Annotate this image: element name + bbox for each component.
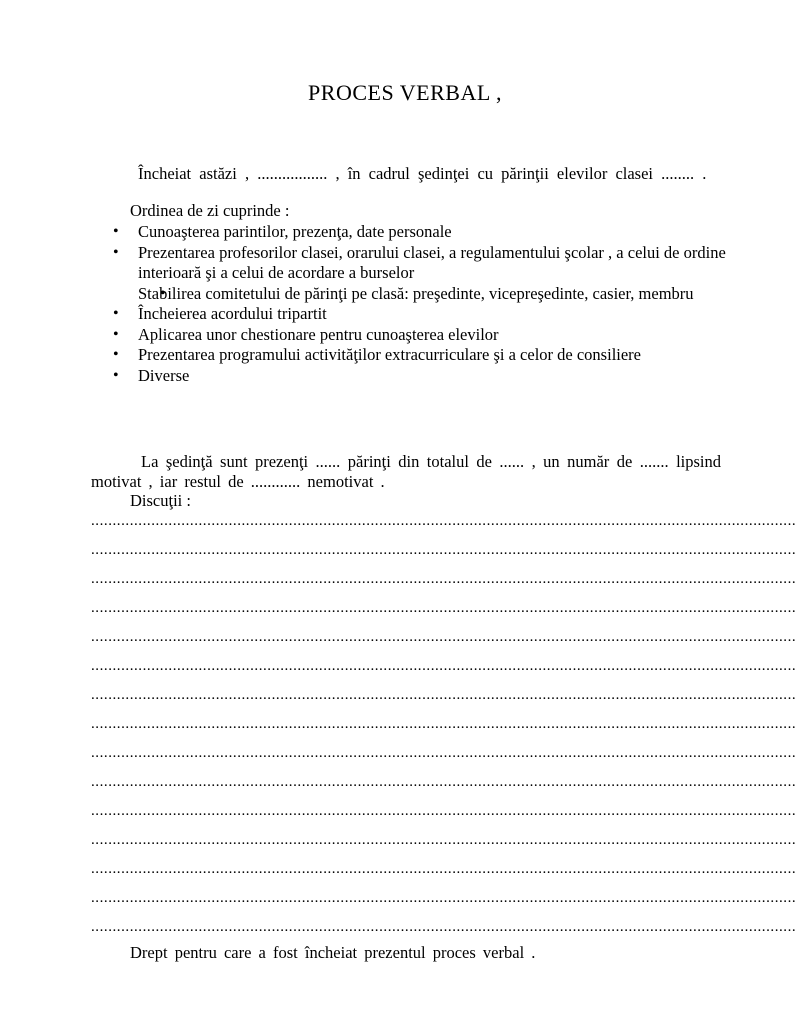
discussions-label: Discuţii : <box>130 491 191 510</box>
dotted-line: .................................................................................................................................................................... <box>91 832 797 848</box>
dotted-line: .................................................................................................................................................................... <box>91 571 797 587</box>
dotted-line: .................................................................................................................................................................... <box>91 890 797 906</box>
agenda-item: • Prezentarea profesorilor clasei, orarului clasei, a regulamentului şcolar , a celui de ordine interioară şi a celui de acordare a burselor <box>91 243 731 284</box>
dotted-line: .................................................................................................................................................................... <box>91 861 797 877</box>
closing-statement: Drept pentru care a fost încheiat prezentul proces verbal . <box>130 943 536 962</box>
dotted-line: .................................................................................................................................................................... <box>91 513 797 529</box>
agenda-item: • Aplicarea unor chestionare pentru cunoaşterea elevilor <box>91 325 731 346</box>
intro-paragraph: Încheiat astăzi , ................. , în cadrul şedinţei cu părinţii elevilor clasei ........ . <box>138 164 707 183</box>
dotted-line: .................................................................................................................................................................... <box>91 687 797 703</box>
document-title: PROCES VERBAL , <box>308 80 502 105</box>
dotted-line: .................................................................................................................................................................... <box>91 919 797 935</box>
dotted-line: .................................................................................................................................................................... <box>91 629 797 645</box>
dotted-line: .................................................................................................................................................................... <box>91 774 797 790</box>
dotted-line: .................................................................................................................................................................... <box>91 600 797 616</box>
attendance-paragraph: La şedinţă sunt prezenţi ...... părinţi din totalul de ...... , un număr de ....... lipsind motivat , iar restul de ............ nemotivat . <box>91 452 721 491</box>
discussion-lines <box>91 508 797 943</box>
agenda-item: • Stabilirea comitetului de părinţi pe clasă: preşedinte, vicepreşedinte, casier, membru <box>91 284 731 305</box>
agenda-item: • Încheierea acordului tripartit <box>91 304 731 325</box>
dotted-line: .................................................................................................................................................................... <box>91 542 797 558</box>
dotted-line: .................................................................................................................................................................... <box>91 716 797 732</box>
agenda-item: • Prezentarea programului activităţilor extracurriculare şi a celor de consiliere <box>91 345 731 366</box>
agenda-heading: Ordinea de zi cuprinde : <box>130 201 290 220</box>
agenda-item: • Diverse <box>91 366 731 387</box>
dotted-line: .................................................................................................................................................................... <box>91 658 797 674</box>
dotted-line: .................................................................................................................................................................... <box>91 803 797 819</box>
dotted-line: .................................................................................................................................................................... <box>91 745 797 761</box>
agenda-item: • Cunoaşterea parintilor, prezenţa, date personale <box>91 222 731 243</box>
agenda-list <box>91 222 731 386</box>
